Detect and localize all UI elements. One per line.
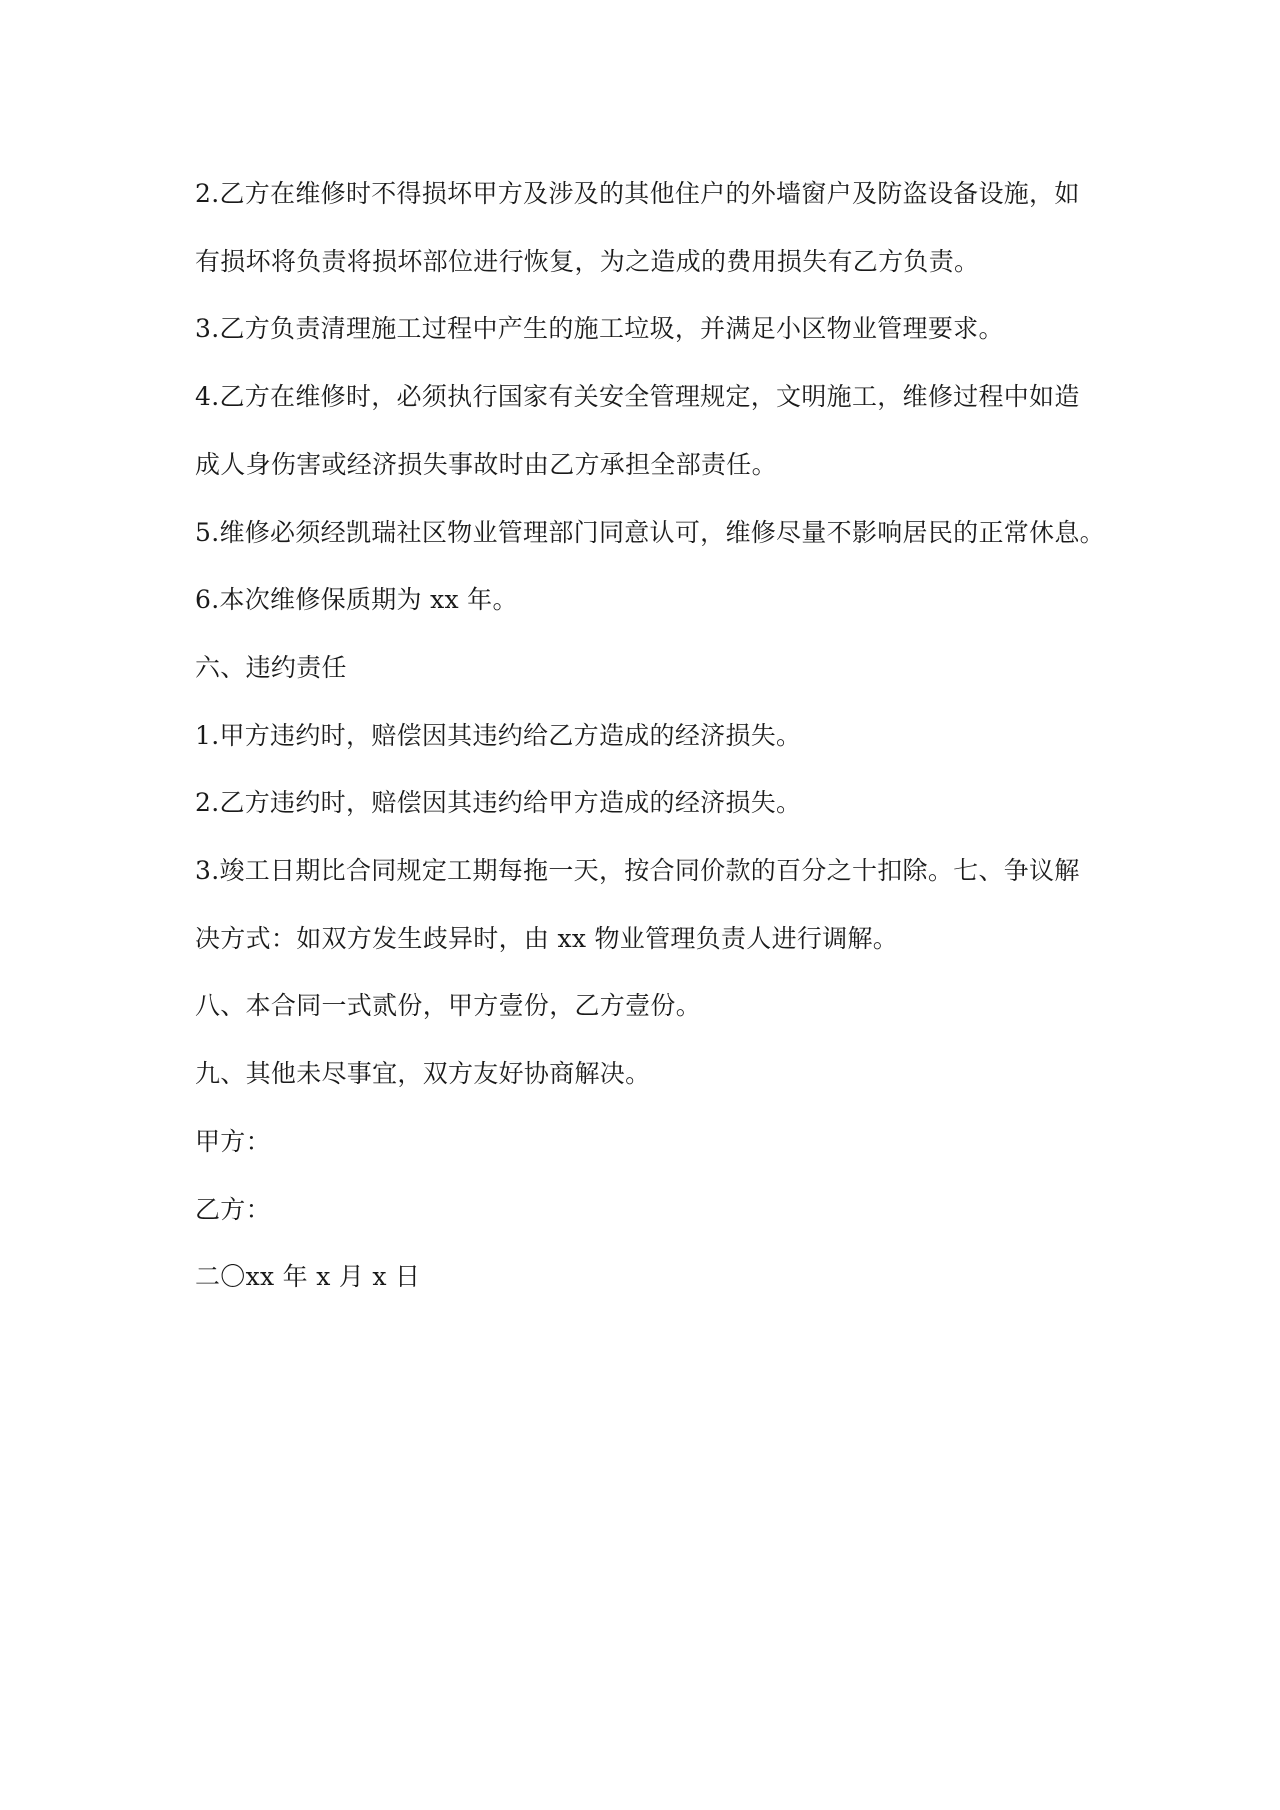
party-a-signature: 甲方： bbox=[195, 1126, 271, 1156]
clause-6-3-line-1: 3.竣工日期比合同规定工期每拖一天，按合同价款的百分之十扣除。七、争议解 bbox=[195, 856, 1080, 886]
party-b-signature: 乙方： bbox=[195, 1194, 271, 1224]
clause-5-4-line-2: 成人身伤害或经济损失事故时由乙方承担全部责任。 bbox=[195, 449, 777, 479]
section-9: 九、其他未尽事宜，双方友好协商解决。 bbox=[195, 1059, 651, 1089]
clause-5-6: 6.本次维修保质期为 xx 年。 bbox=[195, 585, 518, 615]
clause-5-3: 3.乙方负责清理施工过程中产生的施工垃圾，并满足小区物业管理要求。 bbox=[195, 314, 1004, 344]
document-body bbox=[195, 160, 1105, 1311]
clause-6-2: 2.乙方违约时，赔偿因其违约给甲方造成的经济损失。 bbox=[195, 788, 802, 818]
clause-5-2-line-1: 2.乙方在维修时不得损坏甲方及涉及的其他住户的外墙窗户及防盗设备设施，如 bbox=[195, 179, 1080, 208]
section-8: 八、本合同一式贰份，甲方壹份，乙方壹份。 bbox=[195, 991, 702, 1021]
clause-6-1: 1.甲方违约时，赔偿因其违约给乙方造成的经济损失。 bbox=[195, 720, 802, 750]
section-6-heading: 六、违约责任 bbox=[195, 652, 347, 682]
clause-5-2-line-2: 有损坏将负责将损坏部位进行恢复，为之造成的费用损失有乙方负责。 bbox=[195, 246, 980, 276]
clause-5-4-line-1: 4.乙方在维修时，必须执行国家有关安全管理规定，文明施工，维修过程中如造 bbox=[195, 382, 1080, 412]
signing-date: 二〇xx 年 x 月 x 日 bbox=[195, 1262, 421, 1292]
clause-6-3-line-2: 决方式：如双方发生歧异时，由 xx 物业管理负责人进行调解。 bbox=[195, 923, 899, 953]
clause-5-5: 5.维修必须经凯瑞社区物业管理部门同意认可，维修尽量不影响居民的正常休息。 bbox=[195, 517, 1105, 547]
